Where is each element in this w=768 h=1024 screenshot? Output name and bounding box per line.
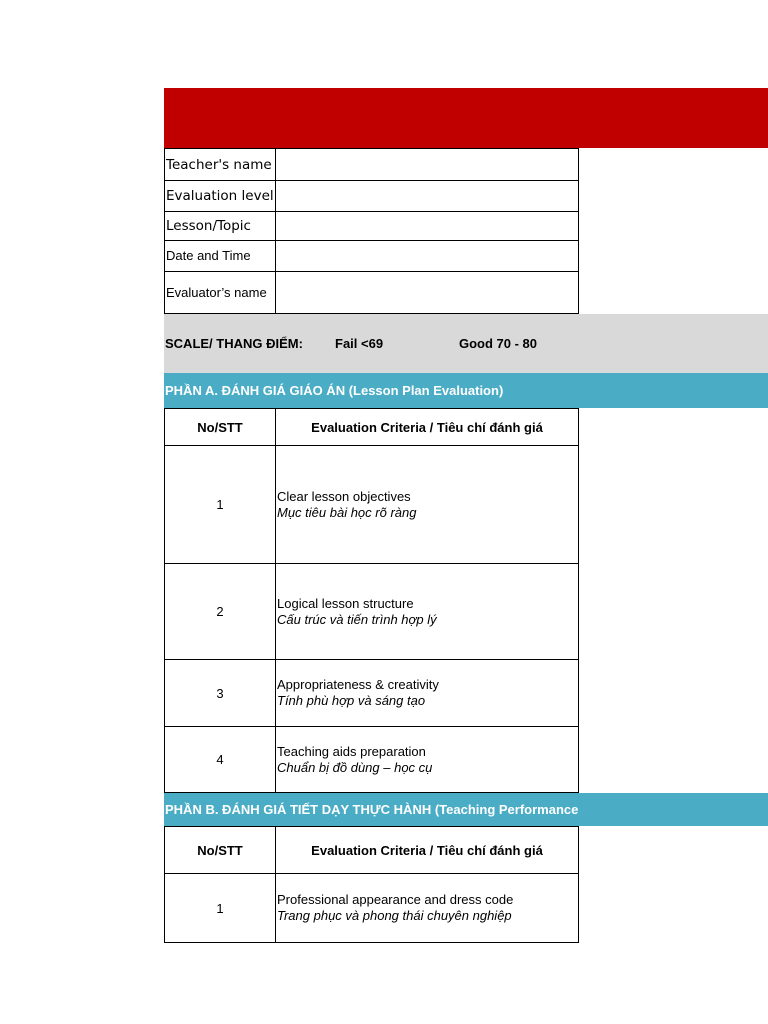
date-time-label xyxy=(164,240,276,272)
section-a-header-criteria-text: Evaluation Criteria / Tiêu chí đánh giá xyxy=(311,419,543,435)
section-a-header-no-text: No/STT xyxy=(197,419,243,435)
row-number: 1 xyxy=(216,497,224,512)
section-b-header-criteria xyxy=(275,826,579,874)
row-number: 2 xyxy=(216,604,224,619)
criteria-vi: Chuẩn bị đồ dùng – học cụ xyxy=(277,759,433,775)
teacher-name-label-text: Teacher's name xyxy=(166,156,272,173)
lesson-topic-label-text: Lesson/Topic xyxy=(166,218,251,234)
table-row-a2-criteria xyxy=(275,563,579,660)
evaluation-level-label-text: Evaluation level xyxy=(166,188,274,204)
date-time-label-text: Date and Time xyxy=(166,248,251,263)
table-row-a3-criteria xyxy=(275,659,579,727)
section-b-header-criteria-text: Evaluation Criteria / Tiêu chí đánh giá xyxy=(311,842,543,858)
section-b-title xyxy=(164,793,768,826)
criteria-vi: Cấu trúc và tiến trình hợp lý xyxy=(277,611,437,627)
section-b-header-no-text: No/STT xyxy=(197,842,243,858)
lesson-topic-label xyxy=(164,211,276,241)
teacher-name-label xyxy=(164,148,276,181)
lesson-topic-field[interactable] xyxy=(275,211,579,241)
scale-good: Good 70 - 80 xyxy=(459,336,538,351)
scale-label: SCALE/ THANG ĐIỂM: xyxy=(165,336,303,351)
criteria-vi: Trang phục và phong thái chuyên nghiệp xyxy=(277,908,512,923)
table-row-a4-criteria xyxy=(275,726,579,793)
table-row-a1-no xyxy=(164,445,276,564)
row-number: 1 xyxy=(216,900,224,916)
table-row-a1-criteria xyxy=(275,445,579,564)
table-row-a3-no xyxy=(164,659,276,727)
section-a-title xyxy=(164,373,768,408)
section-b-header-no xyxy=(164,826,276,874)
table-row-b1-no xyxy=(164,873,276,943)
evaluator-name-field[interactable] xyxy=(275,271,579,314)
section-a-header-no xyxy=(164,408,276,446)
criteria-en: Appropriateness & creativity xyxy=(277,677,439,692)
row-number: 3 xyxy=(216,685,224,701)
criteria-en: Professional appearance and dress code xyxy=(277,892,514,907)
criteria-en: Teaching aids preparation xyxy=(277,743,426,759)
criteria-vi: Tính phù hợp và sáng tạo xyxy=(277,693,426,708)
header-banner xyxy=(164,88,768,148)
row-number: 4 xyxy=(216,752,224,767)
section-b-title-text: PHẦN B. ĐÁNH GIÁ TIẾT DẠY THỰC HÀNH (Teaching Performance xyxy=(165,802,579,817)
evaluation-level-field[interactable] xyxy=(275,180,579,212)
scale-fail: Fail <69 xyxy=(335,336,384,351)
table-row-a4-no xyxy=(164,726,276,793)
teacher-name-field[interactable] xyxy=(275,148,579,181)
criteria-vi: Mục tiêu bài học rõ ràng xyxy=(277,504,417,520)
section-a-header-criteria xyxy=(275,408,579,446)
criteria-en: Clear lesson objectives xyxy=(277,488,411,504)
section-a-title-text: PHẦN A. ĐÁNH GIÁ GIÁO ÁN (Lesson Plan Evaluation) xyxy=(165,383,504,398)
date-time-field[interactable] xyxy=(275,240,579,272)
table-row-b1-criteria xyxy=(275,873,579,943)
evaluation-level-label xyxy=(164,180,276,212)
table-row-a2-no xyxy=(164,563,276,660)
evaluator-name-label xyxy=(164,271,276,314)
evaluator-name-label-text: Evaluator’s name xyxy=(166,284,267,300)
criteria-en: Logical lesson structure xyxy=(277,595,414,611)
